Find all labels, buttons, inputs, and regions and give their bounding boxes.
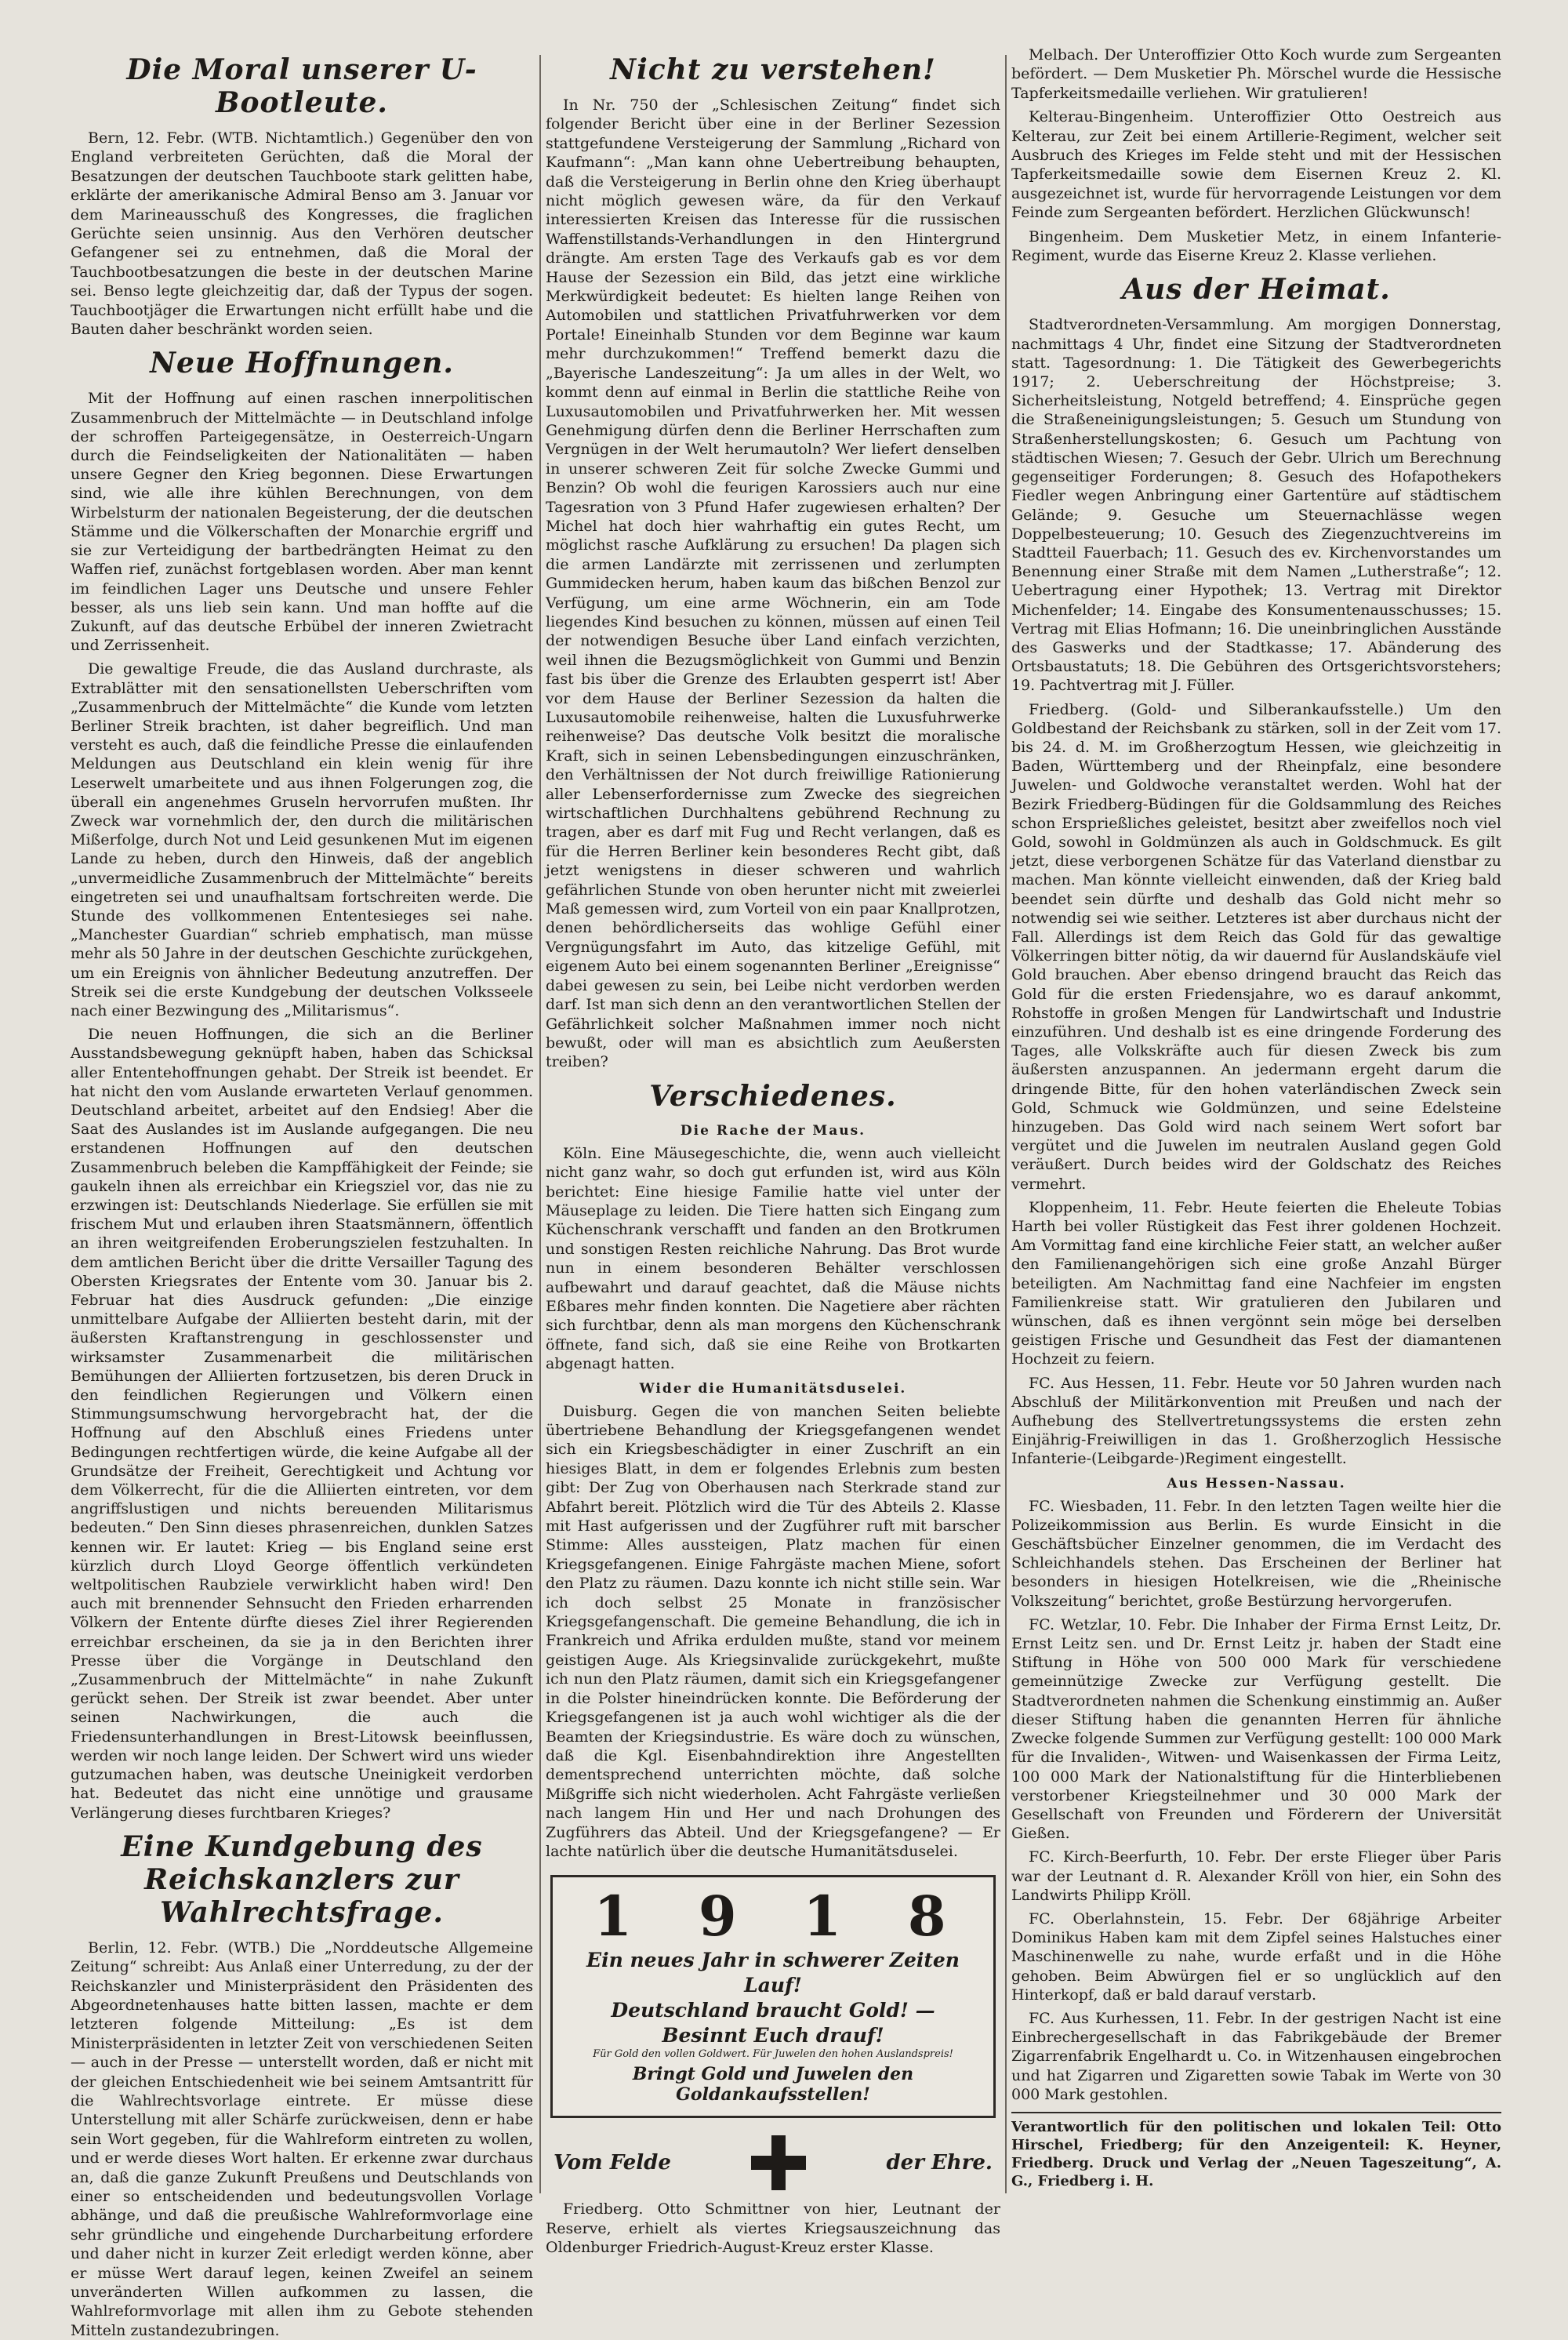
article-paragraph: Berlin, 12. Febr. (WTB.) Die „Norddeutsche Allgemeine Zeitung“ schreibt: Aus Anlaß einer Unterredung, zu der der Reichskanzler und Ministerpräsident den Präsidenten des Abgeordnetenhauses hatte bitten lassen, machte er dem letzteren folgende Mitteilung: „Es ist dem Ministerpräsidenten in letzter Zeit von verschiedenen Seiten — auch in der Presse — unterstellt worden, daß er nicht mit der gleichen Entschiedenheit wie bei seinem Amtsantritt für die Wahlrechtsvorlage eintrete. Er müsse diese Unterstellung mit aller Schärfe zurückweisen, denn er habe sein Wort gegeben, für die Wahlreform eintreten zu wollen, und er werde dieses Wort halten. Er erkenne zwar durchaus an, daß die ganze Zukunft Preußens und Deutschlands von einer so entscheidenden und bedeutungsvollen Vorlage abhänge, und daß die preußische Wahlreformvorlage eine sehr gründliche und eingehende Durcharbeitung erfordere und daher nicht in kurzer Zeit erledigt werden könne, aber er müsse Wert darauf legen, keinen Zweifel an seinem unveränderten Willen aufkommen zu lassen, die Wahlreformvorlage mit allen ihm zu Gebote stehenden Mitteln zustandezubringen. xyxy=(71,1938,533,2339)
honor-header xyxy=(554,2135,993,2190)
article-paragraph: FC. Aus Hessen, 11. Febr. Heute vor 50 Jahren wurden nach Abschluß der Militärkonvention mit Preußen und nach der Aufhebung des Stellvertretungssystems die ersten zehn Einjährig-Freiwilligen in das 1. Großherzoglich Hessische Infanterie-(Leibgarde-)Regiment eingestellt. xyxy=(1011,1374,1501,1468)
ad-year-digit: 8 xyxy=(907,1884,953,1949)
subheading-humanitaetsduselei: Wider die Humanitätsduselei. xyxy=(639,1380,907,1397)
ad-line: Besinnt Euch drauf! xyxy=(662,2024,884,2048)
headline-aus-der-heimat: Aus der Heimat. xyxy=(1122,273,1391,307)
article-paragraph: Mit der Hoffnung auf einen raschen innerpolitischen Zusammenbruch der Mittelmächte — in Deutschland infolge der schroffen Parteigegensätze, in Oesterreich-Ungarn durch die Feindseligkeiten der Nationalitäten — haben unsere Gegner den Krieg begonnen. Diese Erwartungen sind, wie alle ihre kühlen Berechnungen, von dem Wirbelsturm der nationalen Begeisterung, der die deutschen Stämme und die Völkerschaften der Monarchie ergriff und sie zur Verteidigung der bartbedrängten Heimat zu den Waffen rief, zunächst fortgeblasen worden. Aber man kennt im feindlichen Lager uns Deutsche und unsere Fehler besser, als uns lieb sein kann. Und man hoffte auf die Zukunft, auf das deutsche Erbübel der inneren Zwietracht und Zerrissenheit. xyxy=(71,390,533,655)
article-paragraph: Friedberg. Otto Schmittner von hier, Leutnant der Reserve, erhielt als viertes Kriegsauszeichnung das Oldenburger Friedrich-August-Kreuz erster Klasse. xyxy=(546,2200,1000,2257)
article-paragraph: Bingenheim. Dem Musketier Metz, in einem Infanterie-Regiment, wurde das Eiserne Kreuz 2. Klasse verliehen. xyxy=(1011,227,1501,265)
ad-year-digit: 1 xyxy=(803,1884,848,1949)
article-paragraph: FC. Kirch-Beerfurth, 10. Febr. Der erste Flieger über Paris war der Leutnant d. R. Alexander Kröll von hier, ein Sohn des Landwirts Philipp Kröll. xyxy=(1011,1848,1501,1904)
article-paragraph: Duisburg. Gegen die von manchen Seiten beliebte übertriebene Behandlung der Kriegsgefangenen wendet sich ein Kriegsbeschädigter in einer Zuschrift an ein hiesiges Blatt, in dem er folgendes Erlebnis zum besten gibt: Der Zug von Oberhausen nach Sterkrade stand zur Abfahrt bereit. Plötzlich wird die Tür des Abteils 2. Klasse mit Hast aufgerissen und der Zugführer ruft mit barscher Stimme: Alles aussteigen, Platz machen für einen Kriegsgefangenen. Einige Fahrgäste machen Miene, sofort den Platz zu räumen. Dazu konnte ich nicht stille sein. War ich doch selbst 25 Monate in französischer Kriegsgefangenschaft. Die gemeine Behandlung, die ich in Frankreich und Afrika erdulden mußte, stand vor meinem geistigen Auge. Als Kriegsinvalide zurückgekehrt, mußte ich nun den Platz räumen, damit sich ein Kriegsgefangener in die Polster hineindrücken konnte. Die Beförderung der Kriegsgefangenen ist ja auch wohl wichtiger als die der Beamten der Kriegsindustrie. Es wäre doch zu wünschen, daß die Kgl. Eisenbahndirektion ihre Angestellten dementsprechend unterrichten möchte, daß solche Mißgriffe sich nicht wiederholen. Acht Fahrgäste verließen nach langem Hin und Her und nach Drohungen des Zugführers das Abteil. Und der Kriegsgefangene? — Er lachte natürlich über die deutsche Humanitätsduselei. xyxy=(546,1402,1000,1860)
ad-year-digit: 9 xyxy=(698,1884,743,1949)
article-paragraph: FC. Oberlahnstein, 15. Febr. Der 68jährige Arbeiter Dominikus Haben kam mit dem Zipfel seines Halstuches einer Maschinenwelle zu nahe, wurde erfaßt und in die Höhe gehoben. Beim Abwürgen fiel er so unglücklich auf den Hinterkopf, daß er bald darauf verstarb. xyxy=(1011,1909,1501,2004)
article-paragraph: Die neuen Hoffnungen, die sich an die Berliner Ausstandsbewegung geknüpft haben, haben das Schicksal aller Ententehoffnungen gehabt. Der Streik ist beendet. Er hat nicht den vom Auslande erwarteten Verlauf genommen. Deutschland arbeitet, arbeitet auf den Endsieg! Aber die Saat des Auslandes ist im Auslande aufgegangen. Die neu erstandenen Hoffnungen auf den deutschen Zusammenbruch beleben die Kampffähigkeit der Feinde; sie gaukeln ihnen als erreichbar ein Kriegsziel vor, das nie zu erzwingen ist: Deutschlands Niederlage. Sie erfüllen sie mit frischem Mut und erlauben ihren Staatsmännern, öffentlich an ihren weitgreifenden Eroberungszielen festzuhalten. In dem amtlichen Bericht über die dritte Versailler Tagung des Obersten Kriegsrates der Entente vom 30. Januar bis 2. Februar hat dies Ausdruck gefunden: „Die einzige unmittelbare Aufgabe der Alliierten besteht darin, mit der äußersten Kraftanstrengung in geschlossenster und wirksamster Zusammenarbeit die militärischen Bemühungen der Alliierten fortzusetzen, bis deren Druck in den feindlichen Regierungen und Völkern einen Stimmungsumschwung hervorgebracht hat, der die Hoffnung auf den Abschluß eines Friedens unter Bedingungen rechtfertigen würde, die keine Aufgabe all der Grundsätze der Freiheit, Gerechtigkeit und Achtung vor dem Völkerrecht, für die die Alliierten eintreten, vor dem angriffslustigen und nichts bereuenden Militarismus bedeuten.“ Den Sinn dieses phrasenreichen, dunklen Satzes kennen wir. Er lautet: Krieg — bis England seine erst kürzlich durch Lloyd George öffentlich verkündeten weltpolitischen Raubziele verwirklicht haben wird! Den auch mit brennender Sehnsucht den Frieden erharrenden Völkern der Entente dürfte dieses Ziel ihrer Regierenden erreichbar erscheinen, da sie ja in den Berichten ihrer Presse über die Vorgänge in Deutschland den „Zusammenbruch der Mittelmächte“ in nahe Zukunft gerückt sehen. Der Streik ist zwar beendet. Aber unter seinen Nachwirkungen, die auch die Friedensunterhandlungen in Brest-Litowsk beeinflussen, werden wir noch lange leiden. Der Schwert wird uns wieder gutzumachen haben, was deutsche Uneinigkeit verdorben hat. Bedeutet das nicht eine unnötige und grausame Verlängerung dieses furchtbaren Krieges? xyxy=(71,1026,533,1822)
headline-nicht-zu-verstehen: Nicht zu verstehen! xyxy=(610,53,936,86)
article-paragraph: FC. Wetzlar, 10. Febr. Die Inhaber der Firma Ernst Leitz, Dr. Ernst Leitz sen. und Dr. Ernst Leitz jr. haben der Stadt eine Stiftung in Höhe von 500 000 Mark für verschiedene gemeinnützige Zwecke zur Verfügung gestellt. Die Stadtverordneten nahmen die Schenkung einstimmig an. Außer dieser Stiftung haben die genannten Herren für ähnliche Zwecke folgende Summen zur Verfügung gestellt: 100 000 Mark für die Invaliden-, Witwen- und Waisenkassen der Firma Leitz, 100 000 Mark der Nationalstiftung für die Hinterbliebenen verstorbener Kriegsteilnehmer und 30 000 Mark der Gesellschaft von Freunden und Förderern der Universität Gießen. xyxy=(1011,1615,1501,1843)
article-paragraph: FC. Wiesbaden, 11. Febr. In den letzten Tagen weilte hier die Polizeikommission aus Berlin. Es wurde Einsicht in die Geschäftsbücher Einzelner genommen, die im Verdacht des Schleichhandels stehen. Das Erscheinen der Berliner hat besonders in hiesigen Hotelkreisen, wie die „Rheinische Volkszeitung“ berichtet, große Bestürzung hervorgerufen. xyxy=(1011,1497,1501,1610)
column-rule xyxy=(1005,55,1007,2193)
column-right xyxy=(1011,45,1501,2203)
column-rule xyxy=(539,55,541,2193)
article-paragraph: Bern, 12. Febr. (WTB. Nichtamtlich.) Gegenüber den von England verbreiteten Gerüchten, daß die Moral der Besatzungen der deutschen Tauchboote stark gelitten habe, erklärte der amerikanische Admiral Benso am 3. Januar vor dem Marineausschuß des Kongresses, die fraglichen Gerüchte seien unsinnig. Aus den Verhören deutscher Gefangener sei zu entnehmen, daß die Moral der Tauchbootbesatzungen die beste in der deutschen Marine sei. Benso legte gleichzeitig dar, daß der Typus der sogen. Tauchbootjäger die Erwartungen nicht erfüllt habe und die Bauten daher beschränkt worden seien. xyxy=(71,129,533,339)
headline-neue-hoffnungen: Neue Hoffnungen. xyxy=(150,347,454,380)
ad-small-print: Für Gold den vollen Goldwert. Für Juwelen den hohen Auslandspreis! xyxy=(593,2048,953,2061)
article-paragraph: Kloppenheim, 11. Febr. Heute feierten die Eheleute Tobias Harth bei voller Rüstigkeit das Fest ihrer goldenen Hochzeit. Am Vormittag fand eine kirchliche Feier statt, an welcher außer den Familienangehörigen sich eine große Anzahl Bürger beteiligten. Am Nachmittag fand eine Nachfeier im engsten Familienkreise statt. Wir gratulieren den Jubilaren und wünschen, daß es ihnen vergönnt sein möge bei derselben geistigen Frische und Gesundheit das Fest der diamantenen Hochzeit zu feiern. xyxy=(1011,1198,1501,1368)
honor-left-text: Vom Felde xyxy=(554,2151,671,2175)
article-paragraph: Melbach. Der Unteroffizier Otto Koch wurde zum Sergeanten befördert. — Dem Musketier Ph. Mörschel wurde die Hessische Tapferkeitsmedaille verliehen. Wir gratulieren! xyxy=(1011,46,1501,102)
gold-advertisement xyxy=(550,1875,996,2118)
subheading-rache-der-maus: Die Rache der Maus. xyxy=(680,1122,866,1139)
article-paragraph: FC. Aus Kurhessen, 11. Febr. In der gestrigen Nacht ist eine Einbrechergesellschaft in das Fabrikgebäude der Bremer Zigarrenfabrik Engelhardt u. Co. in Witzenhausen eingebrochen und hat Zigarren und Zigaretten sowie Tabak im Werte von 30 000 Mark gestohlen. xyxy=(1011,2009,1501,2103)
subheading-hessen-nassau: Aus Hessen-Nassau. xyxy=(1167,1475,1346,1492)
column-left xyxy=(71,45,533,2339)
headline-u-boot: Die Moral unserer U-Bootleute. xyxy=(126,53,477,119)
imprint: Verantwortlich für den politischen und lokalen Teil: Otto Hirschel, Friedberg; für den Anzeigenteil: K. Heyner, Friedberg. Druck und Verlag der „Neuen Tageszeitung“, A. G., Friedberg i. H. xyxy=(1011,2112,1501,2190)
column-middle xyxy=(546,45,1000,2257)
headline-verschiedenes: Verschiedenes. xyxy=(649,1079,897,1113)
headline-reichskanzler: Eine Kundgebung des Reichskanzlers zur Wahlrechtsfrage. xyxy=(121,1829,483,1929)
article-paragraph: Friedberg. (Gold- und Silberankaufsstelle.) Um den Goldbestand der Reichsbank zu stärken, soll in der Zeit vom 17. bis 24. d. M. im Großherzogtum Hessen, wie gleichzeitig in Baden, Württemberg und der Rheinpfalz, eine besondere Juwelen- und Goldwoche veranstaltet werden. Wohl hat der Bezirk Friedberg-Büdingen für die Goldsammlung des Reiches schon Ersprießliches geleistet, besitzt aber zweifellos noch viel Gold, sowohl in Goldmünzen als auch in Goldschmuck. Es gilt jetzt, diese verborgenen Schätze für das Vaterland dienstbar zu machen. Man könnte vielleicht einwenden, daß der Krieg bald beendet sein dürfte und deshalb das Gold nicht mehr so notwendig sei wie seither. Letzteres ist aber durchaus nicht der Fall. Allerdings ist dem Reich das Gold für das gewaltige Völkerringen bitter nötig, da wir dauernd für Auslandskäufe viel Gold brauchen. Aber ebenso dringend braucht das Reich das Gold für die ersten Friedensjahre, wo es darauf ankommt, Rohstoffe in großen Mengen für Landwirtschaft und Industrie einzuführen. Und deshalb ist es eine dringende Forderung des Tages, alle Volkskräfte auch für diesen Zweck bis zum äußersten anzuspannen. An jedermann ergeht darum die dringende Bitte, für den hohen vaterländischen Zweck sein Gold, Schmuck wie Goldmünzen, und seine Edelsteine hinzugeben. Das Gold wird nach seinem Wert sofort bar vergütet und die Juwelen im neutralen Ausland gegen Gold veräußert. Durch beides wird der Goldschatz des Reiches vermehrt. xyxy=(1011,700,1501,1193)
article-paragraph: Die gewaltige Freude, die das Ausland durchraste, als Extrablätter mit den sensationellsten Ueberschriften vom „Zusammenbruch der Mittelmächte“ die Kunde vom letzten Berliner Streik brachten, ist daher begreiflich. Und man versteht es auch, daß die feindliche Presse die einlaufenden Meldungen aus Deutschland ein klein wenig für ihre Leserwelt umarbeitete und aus ihnen Folgerungen zog, die überall ein angenehmes Gruseln hervorrufen mußten. Ihr Zweck war vornehmlich der, den durch die militärischen Mißerfolge, durch Not und Leid gesunkenen Mut im eigenen Lande zu heben, durch den Hinweis, daß der angeblich „unvermeidliche Zusammenbruch der Mittelmächte“ bereits eingetreten sei und unaufhaltsam fortschreiten werde. Die Stunde des vollkommenen Ententesieges sei nahe. „Manchester Guardian“ schrieb emphatisch, man müsse mehr als 50 Jahre in der deutschen Geschichte zurückgehen, um ein Ereignis von ähnlicher Bedeutung anzutreffen. Der Streik sei die erste Kundgebung der deutschen Volksseele nach einer Bezwingung des „Militarismus“. xyxy=(71,660,533,1019)
article-paragraph: Kelterau-Bingenheim. Unteroffizier Otto Oestreich aus Kelterau, zur Zeit bei einem Artillerie-Regiment, welcher seit Ausbruch des Krieges im Felde steht und mit der Hessischen Tapferkeitsmedaille sowie dem Eisernen Kreuz 2. Kl. ausgezeichnet ist, wurde für hervorragende Leistungen vor dem Feinde zum Sergeanten befördert. Herzlichen Glückwunsch! xyxy=(1011,108,1501,222)
article-paragraph: Stadtverordneten-Versammlung. Am morgigen Donnerstag, nachmittags 4 Uhr, findet eine Sitzung der Stadtverordneten statt. Tagesordnung: 1. Die Tätigkeit des Gewerbegerichts 1917; 2. Ueberschreitung der Höchstpreise; 3. Sicherheitsleistung, Notgeld betreffend; 4. Einsprüche gegen die Straßeneinigungsleistungen; 5. Gesuch um Stundung von Straßenherstellungskosten; 6. Gesuch um Pachtung von städtischen Wiesen; 7. Gesuch der Gebr. Ulrich um Berechnung gegenseitiger Forderungen; 8. Gesuch des Hofapothekers Fiedler wegen Anbringung einer Gartentüre auf städtischem Gelände; 9. Gesuche um Steuernachlässe wegen Doppelbesteuerung; 10. Gesuch des Ziegenzuchtvereins im Stadtteil Fauerbach; 11. Gesuch des ev. Kirchenvorstandes um Benennung einer Straße mit dem Namen „Lutherstraße“; 12. Uebertragung einer Hypothek; 13. Vertrag mit Direktor Michenfelder; 14. Eingabe des Konsumentenausschusses; 15. Vertrag mit Elias Hofmann; 16. Die uneinbringlichen Ausstände des Gaswerks und der Stadtkasse; 17. Abänderung des Ortsbaustatuts; 18. Die Gebühren des Ortsgerichtsvorstehers; 19. Pachtvertrag mit J. Füller. xyxy=(1011,316,1501,695)
article-paragraph: Köln. Eine Mäusegeschichte, die, wenn auch vielleicht nicht ganz wahr, so doch gut erfunden ist, wird aus Köln berichtet: Eine hiesige Familie hatte viel unter der Mäuseplage zu leiden. Die Tiere hatten sich Eingang zum Küchenschrank verschafft und fanden an den Brotkrumen und sonstigen Resten reichliche Nahrung. Das Brot wurde nun in einem besonderen Behälter verschlossen aufbewahrt und darauf geachtet, daß die Mäuse nichts Eßbares mehr finden konnten. Die Nagetiere aber rächten sich furchtbar, denn als man morgens den Küchenschrank öffnete, fand sich, daß sie eine Reihe von Brotkarten abgenagt hatten. xyxy=(546,1144,1000,1373)
ad-year-digit: 1 xyxy=(593,1884,639,1949)
iron-cross-icon xyxy=(751,2135,806,2190)
ad-year xyxy=(564,1885,982,1948)
ad-line: Ein neues Jahr in schwerer Zeiten Lauf! xyxy=(586,1949,960,1997)
honor-right-text: der Ehre. xyxy=(886,2151,993,2175)
ad-slogan: Bringt Gold und Juwelen den Goldankaufsstellen! xyxy=(632,2064,914,2106)
article-paragraph: In Nr. 750 der „Schlesischen Zeitung“ findet sich folgender Bericht über eine in der Berliner Sezession stattgefundene Versteigerung der Sammlung „Richard von Kaufmann“: „Man kann ohne Uebertreibung behaupten, daß die Versteigerung in Berlin ohne den Krieg überhaupt nicht möglich gewesen wäre, da für den Verkauf interessierten Kreisen das Interesse für die russischen Waffenstillstands-Verhandlungen in den Hintergrund drängte. Am ersten Tage des Verkaufs gab es vor dem Hause der Sezession ein Bild, das jetzt eine wirkliche Merkwürdigkeit bedeutet: Es hielten lange Reihen von Automobilen und stattlichen Privatfuhrwerken vor dem Portale! Eineinhalb Stunden vor dem Beginne war kaum mehr durchzukommen!“ Treffend bemerkt dazu die „Bayerische Landeszeitung“: Ja um alles in der Welt, wo kommt denn auf einmal in Berlin die stattliche Reihe von Luxusautomobilen und Privatfuhrwerken her. Mit wessen Genehmigung dürfen denn die Berliner Herrschaften zum Vergnügen in der Welt herumautoln? Wer liefert denselben in unserer schweren Zeit für solche Zwecke Gummi und Benzin? Ob wohl die feurigen Karossiers auch nur eine Tagesration von 3 Pfund Hafer zugewiesen erhalten? Der Michel hat doch hier wahrhaftig ein gutes Recht, um möglichst rasche Aufklärung zu ersuchen! Da plagen sich die armen Landärzte mit zerrissenen und zerlumpten Gummidecken herum, haben kaum das bißchen Benzol zur Verfügung, um eine arme Wöchnerin, ein am Tode liegendes Kind besuchen zu können, müssen auf einen Teil der notwendigen Besuche über Land einfach verzichten, weil ihnen die Bezugsmöglichkeit von Gummi und Benzin fast bis über die Grenze des Erlaubten gesperrt ist! Aber vor dem Hause der Berliner Sezession da halten die Luxusautomobile reihenweise, halten die Luxusfuhrwerke reihenweise? Das deutsche Volk besitzt die moralische Kraft, sich in seinen Lebensbedingungen einzuschränken, den Verhältnissen der Not durch freiwillige Rationierung aller Lebenserfordernisse zum Zwecke des siegreichen wirtschaftlichen Durchhaltens gebührend Rechnung zu tragen, aber es darf mit Fug und Recht verlangen, daß es für die Herren Berliner kein besonderes Recht gibt, daß jetzt wenigstens in dieser schweren und wahrlich gefährlichen Stunde von oben herunter nicht mit zweierlei Maß gemessen wird, zum Vorteil von ein paar Knallprotzen, denen behördlicherseits das wohlige Gefühl einer Vergnügungsfahrt im Auto, das kitzelige Gefühl, mit eigenem Auto bei einem sogenannten Berliner „Ereignisse“ dabei gewesen zu sein, bei Leibe nicht verdorben werden darf. Ist man sich denn an den verantwortlichen Stellen der Gefährlichkeit solcher Maßnahmen immer noch nicht bewußt, oder will man es absichtlich zum Aeußersten treiben? xyxy=(546,96,1000,1071)
ad-line: Deutschland braucht Gold! — xyxy=(611,1999,935,2022)
